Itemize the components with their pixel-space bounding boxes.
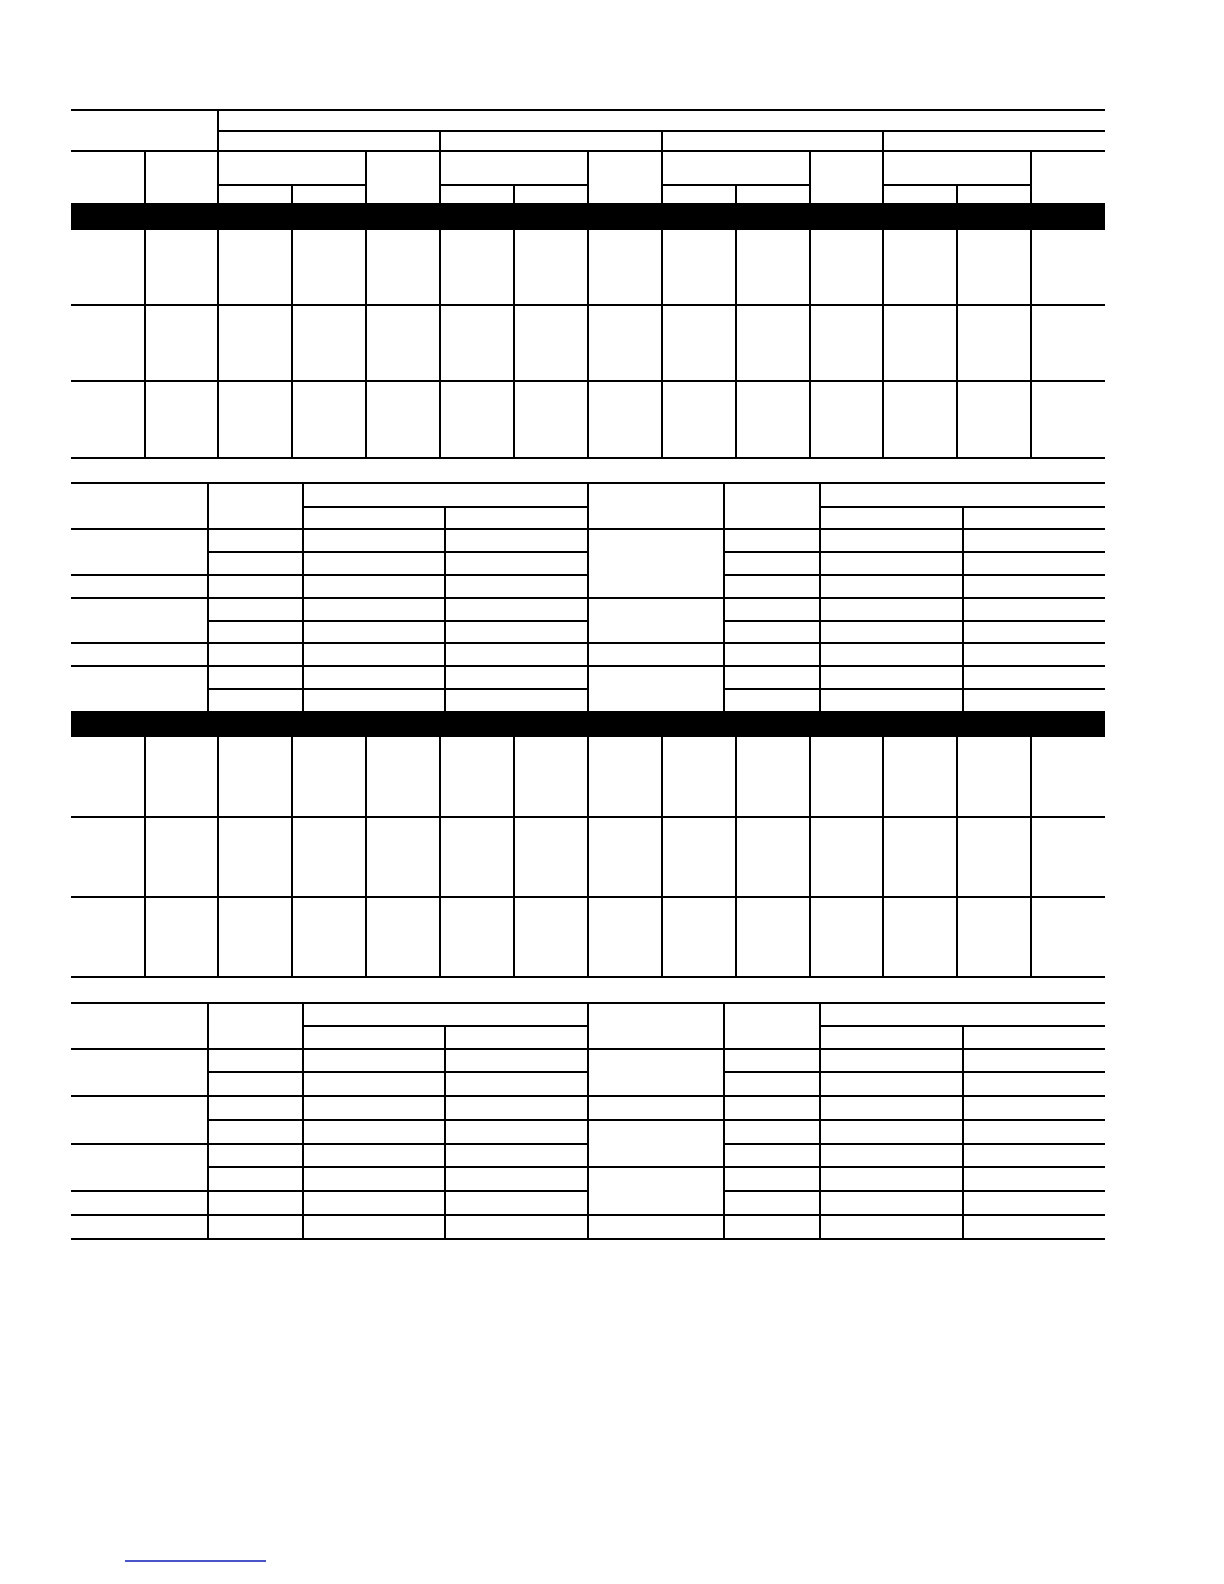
detail-table-1 [71, 483, 1105, 711]
section-band-1 [71, 203, 1105, 230]
footer-link[interactable] [125, 1548, 266, 1562]
section-band-2 [71, 711, 1105, 737]
grid-table-1 [71, 110, 1105, 458]
grid-table-2 [71, 737, 1105, 977]
detail-table-2 [71, 1003, 1105, 1239]
